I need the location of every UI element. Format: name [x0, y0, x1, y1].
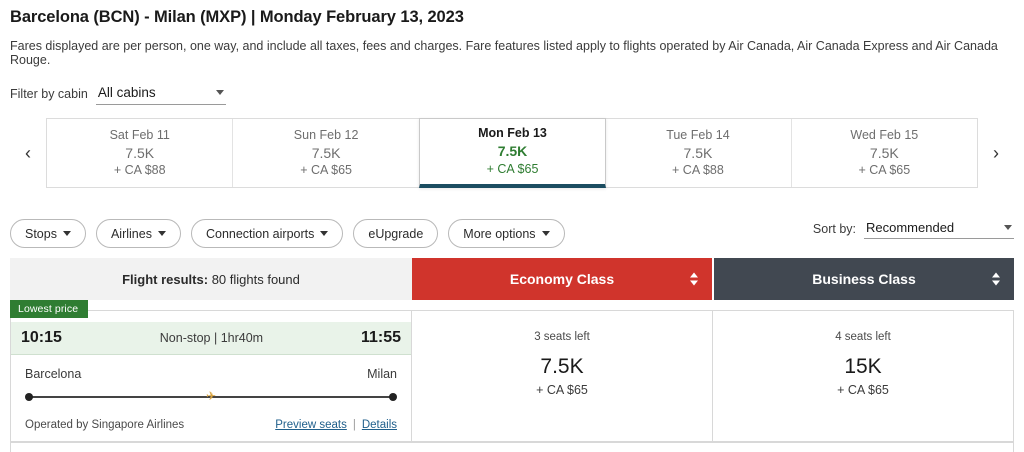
date-cell-tax: + CA $88 [113, 163, 166, 178]
origin-dot-icon [25, 393, 33, 401]
chevron-down-icon [542, 231, 550, 236]
filter-chip-label: eUpgrade [368, 226, 424, 241]
chevron-down-icon [63, 231, 71, 236]
results-count-cell [10, 258, 412, 300]
operated-by-text: Operated by Singapore Airlines [25, 419, 185, 431]
date-cell-0[interactable] [47, 119, 233, 187]
date-cell-1[interactable] [233, 119, 419, 187]
origin-city: Barcelona [25, 367, 82, 381]
date-cell-tax: + CA $88 [672, 163, 724, 178]
points-economy: 7.5K [540, 355, 584, 378]
filter-chip-more-options[interactable] [448, 219, 564, 248]
column-header-label: Business Class [812, 271, 916, 287]
column-header-business-class[interactable] [714, 258, 1014, 300]
results-label: Flight results: [122, 271, 209, 287]
date-cell-day: Wed Feb 15 [850, 127, 919, 142]
chevron-down-icon [158, 231, 166, 236]
flight-route [11, 355, 411, 381]
date-cell-4[interactable] [792, 119, 977, 187]
cabin-filter [10, 85, 226, 105]
sort-toggle-icon[interactable] [992, 273, 1000, 286]
chevron-down-icon [320, 231, 328, 236]
flight-duration-summary: Non-stop | 1hr40m [159, 331, 264, 345]
chevron-down-icon [1004, 225, 1012, 230]
route-line [25, 391, 397, 403]
airplane-icon: ✈ [205, 389, 217, 403]
fare-disclaimer: Fares displayed are per person, one way, and include all taxes, fees and charges. Fare features listed apply to flights operated by Air Canada, Air Canada Express and Air Canada Rouge. [10, 39, 998, 67]
date-cell-price: 7.5K [683, 144, 713, 161]
date-cell-2-selected[interactable] [419, 118, 606, 188]
sort-label: Sort by: [812, 222, 856, 236]
date-cell-day: Sun Feb 12 [293, 127, 359, 142]
cabin-filter-value: All cabins [97, 85, 156, 100]
chevron-down-icon [216, 90, 224, 95]
destination-city: Milan [367, 367, 397, 381]
filter-chip-eupgrade[interactable] [353, 219, 438, 248]
date-cell-price: 7.5K [125, 144, 155, 161]
sort-toggle-icon[interactable] [690, 273, 698, 286]
seats-left-economy: 3 seats left [534, 331, 590, 343]
date-cell-price: 7.5K [869, 144, 899, 161]
filter-chip-stops[interactable] [10, 219, 86, 248]
date-strip [10, 118, 1014, 188]
fare-cell-business[interactable] [713, 310, 1014, 442]
tax-economy: + CA $65 [536, 383, 588, 397]
points-business: 15K [844, 355, 882, 378]
filter-chip-label: Connection airports [205, 226, 315, 241]
flight-links [275, 419, 397, 431]
filter-chip-airlines[interactable] [96, 219, 181, 248]
results-count: 80 flights found [211, 271, 300, 287]
sort-value: Recommended [866, 220, 955, 235]
arrival-time: 11:55 [360, 329, 401, 346]
filter-chip-label: More options [463, 226, 536, 241]
details-link[interactable]: Details [361, 419, 397, 431]
departure-time: 10:15 [21, 329, 62, 346]
sort-control [813, 220, 1014, 239]
date-cell-tax: + CA $65 [300, 163, 352, 178]
date-cell-price: 7.5K [311, 144, 341, 161]
filter-chips [10, 219, 565, 248]
date-cell-price: 7.5K [497, 143, 528, 160]
filter-chip-label: Airlines [110, 226, 152, 241]
column-header-economy-class[interactable] [412, 258, 714, 300]
date-cell-tax: + CA $65 [486, 161, 539, 176]
date-cell-tax: + CA $65 [858, 163, 911, 178]
results-header-bar [10, 258, 1014, 300]
filter-chip-label: Stops [25, 226, 57, 241]
sort-select[interactable] [864, 220, 1014, 239]
flight-time-summary [11, 322, 411, 355]
date-cell-day: Mon Feb 13 [478, 126, 547, 141]
chevron-right-icon[interactable]: › [993, 142, 999, 163]
page-title: Barcelona (BCN) - Milan (MXP) | Monday February 13, 2023 [10, 8, 464, 26]
filter-chip-connection-airports[interactable] [191, 219, 343, 248]
seats-left-business: 4 seats left [835, 331, 891, 343]
tax-business: + CA $65 [837, 383, 889, 397]
date-strip-days [46, 118, 978, 188]
destination-dot-icon [389, 393, 397, 401]
date-cell-day: Sat Feb 11 [109, 127, 170, 142]
date-cell-day: Tue Feb 14 [666, 127, 730, 142]
flight-details-cell[interactable] [10, 303, 412, 442]
next-flight-row-partial [10, 442, 1014, 452]
cabin-filter-select[interactable] [96, 85, 226, 105]
flight-result-row [10, 303, 1014, 442]
cabin-filter-label: Filter by cabin [10, 87, 88, 101]
chevron-left-icon[interactable]: ‹ [25, 142, 31, 163]
preview-seats-link[interactable]: Preview seats [275, 419, 347, 431]
status-badge-lowest-price: Lowest price [10, 300, 88, 318]
fare-cell-economy[interactable] [412, 310, 713, 442]
column-header-label: Economy Class [509, 271, 615, 287]
flight-footer [11, 419, 411, 431]
date-cell-3[interactable] [605, 119, 791, 187]
link-separator: | [352, 419, 356, 431]
